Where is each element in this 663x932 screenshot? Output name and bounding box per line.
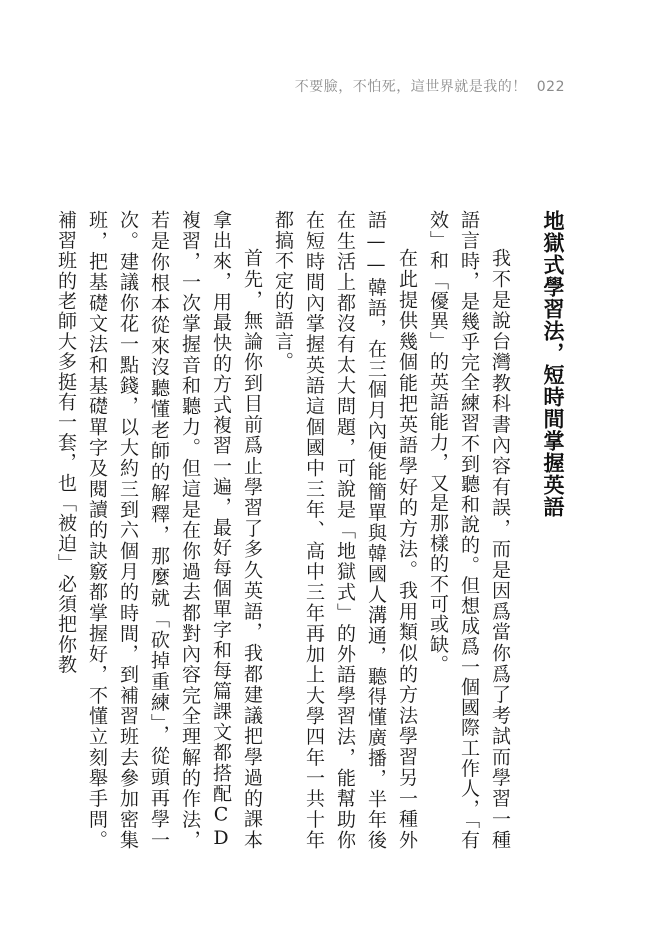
- running-head: [295, 76, 565, 96]
- body-text-block: [55, 210, 565, 850]
- page-number: 022: [536, 79, 565, 95]
- paragraph-3: 首先，無論你到目前爲止學習了多久英語，我都建議把學過的課本拿出來，用最快的方式複習一遍，最好每個單字和每篇課文都搭配CD複習，一次掌握音和聽力。但這是在你過去都對內容完全理解的作法，若是你根本從來沒聽懂老師的解釋，那麼就「砍掉重練」，從頭再學一次。建議你花一點錢，以大約三到六個月的時間，到補習班去參加密集班，把基礎文法和基礎單字及閱讀的訣竅都掌握好，不懂立刻舉手問。補習班的老師大多挺有一套，也「被迫」必須把你教: [55, 210, 263, 850]
- paragraph-1: 我不是說台灣教科書內容有誤，而是因爲當你爲了考試而學習一種語言時，是幾乎完全練習不到聽和說的。但想成爲一個國際工作人，「有效」和「優異」的英語能力，又是那樣的不可或缺。: [427, 210, 511, 850]
- paragraph-2: 在此提供幾個能把英語學好的方法。我用類似的方法學習另一種外語——韓語，在三個月內便能簡單與韓國人溝通，聽得懂廣播，半年後在生活上都沒有太大問題，可說是「地獄式」的外語學習法，能幫助你在短時間內掌握英語這個國中三年、高中三年再加上大學四年一共十年都搞不定的語言。: [272, 210, 418, 850]
- running-head-title: 不要臉，不怕死，這世界就是我的！: [294, 79, 527, 95]
- section-heading: 地獄式學習法，短時間掌握英語: [541, 210, 565, 518]
